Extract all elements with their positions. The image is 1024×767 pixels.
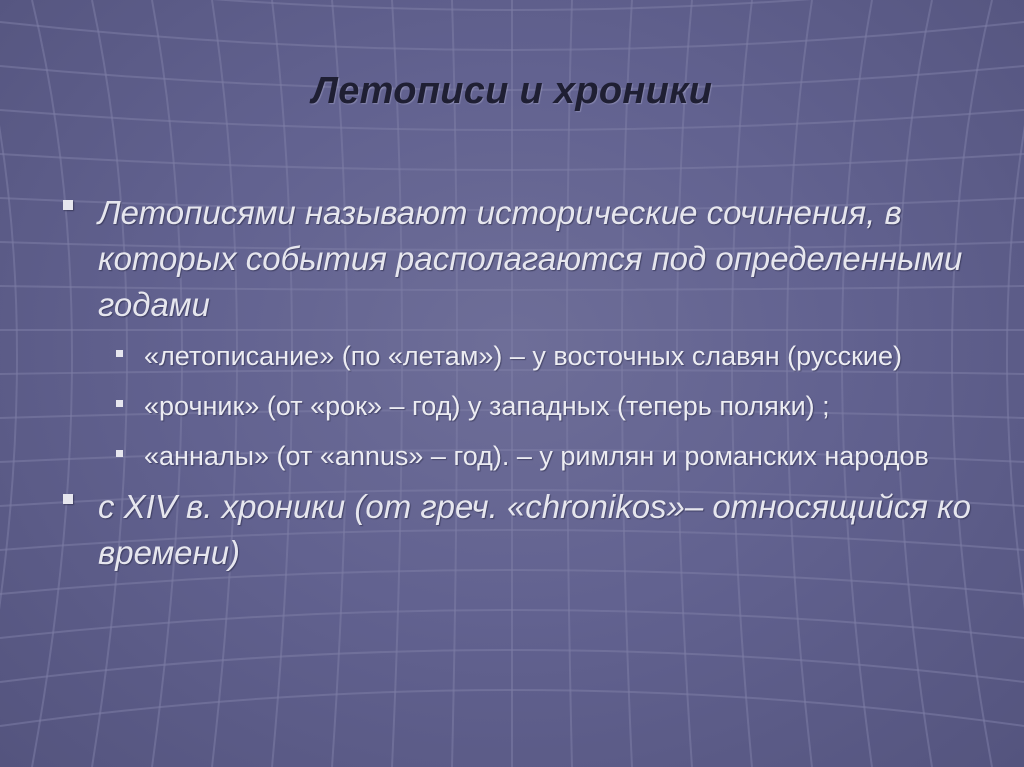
bullet-item-chronicles-definition xyxy=(60,190,980,328)
square-bullet-icon xyxy=(116,450,123,457)
grid-line-vertical xyxy=(0,0,17,767)
slide-content xyxy=(60,190,980,576)
bullet-item-chronicles-xiv xyxy=(60,484,980,576)
slide-title: Летописи и хроники xyxy=(311,70,713,112)
square-bullet-icon xyxy=(63,200,73,210)
bullet-text: Летописями называют исторические сочинения, в которых события располагаются под определенными годами xyxy=(98,194,963,323)
sub-bullet-text: «анналы» (от «annus» – год). – у римлян и романских народов xyxy=(144,441,929,471)
sub-bullet-text: «рочник» (от «рок» – год) у западных (теперь поляки) ; xyxy=(144,391,830,421)
sub-bullet-rochnik xyxy=(60,386,980,426)
grid-line-vertical xyxy=(1007,0,1024,767)
bullet-text: с XIV в. хроники (от греч. «chronikos»– относящийся ко времени) xyxy=(98,488,971,571)
sub-bullet-letopisanie xyxy=(60,336,980,376)
sub-bullet-annaly xyxy=(60,436,980,476)
sub-bullet-text: «летописание» (по «летам») – у восточных славян (русские) xyxy=(144,341,902,371)
square-bullet-icon xyxy=(116,400,123,407)
square-bullet-icon xyxy=(63,494,73,504)
square-bullet-icon xyxy=(116,350,123,357)
